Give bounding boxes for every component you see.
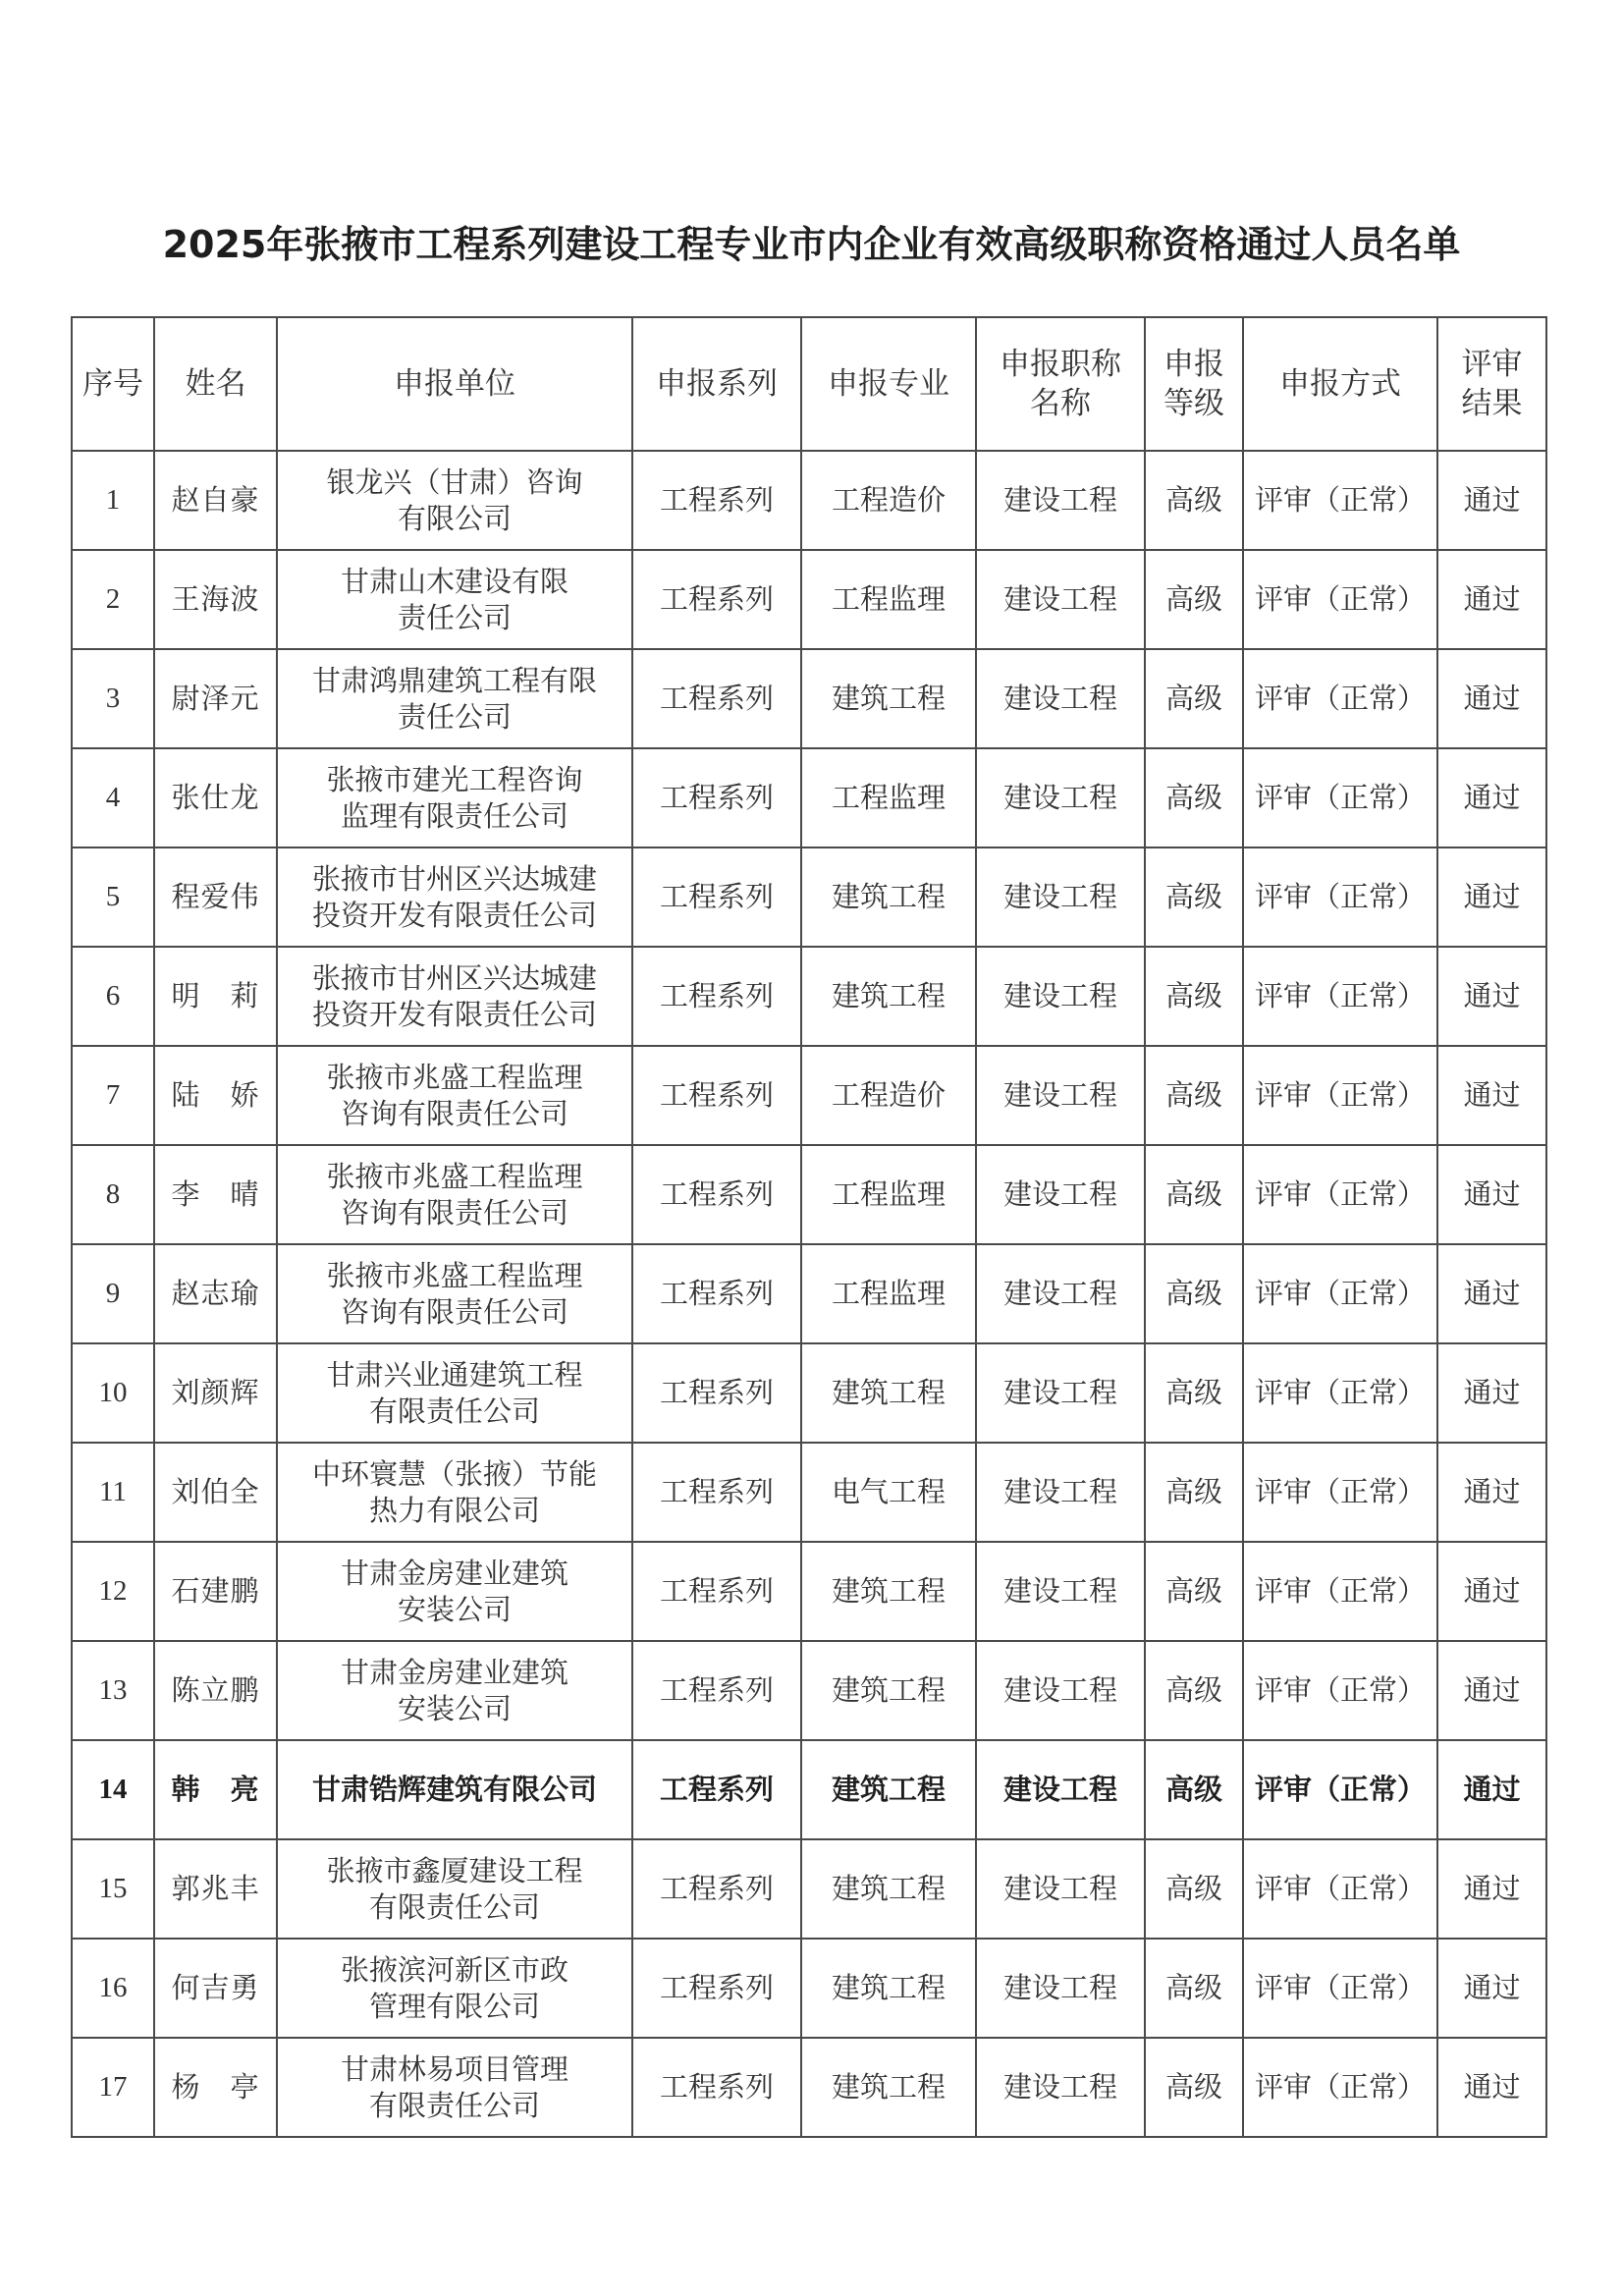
cell-title-name: 建设工程	[976, 947, 1145, 1046]
cell-seq: 17	[72, 2038, 154, 2137]
header-title-name-line: 名称	[1030, 386, 1091, 421]
table-row	[72, 451, 1546, 550]
header-title-name-line: 申报职称	[1000, 347, 1121, 382]
cell-seq: 15	[72, 1839, 154, 1939]
cell-level: 高级	[1145, 947, 1243, 1046]
unit-line: 甘肃林易项目管理	[340, 2051, 568, 2086]
cell-unit	[277, 1343, 632, 1443]
table-row	[72, 1343, 1546, 1443]
unit-line: 张掖滨河新区市政	[340, 1952, 568, 1987]
cell-level: 高级	[1145, 1145, 1243, 1244]
unit-line: 投资开发有限责任公司	[311, 997, 597, 1031]
unit-line: 甘肃鸿鼎建筑工程有限	[311, 663, 597, 697]
table-body	[72, 451, 1546, 2137]
header-major: 申报专业	[801, 317, 976, 451]
cell-result: 通过	[1437, 847, 1546, 947]
cell-method: 评审（正常）	[1243, 1740, 1437, 1839]
cell-series: 工程系列	[632, 748, 801, 847]
cell-method: 评审（正常）	[1243, 1542, 1437, 1641]
cell-seq: 3	[72, 649, 154, 748]
unit-line: 张掖市甘州区兴达城建	[311, 960, 597, 995]
cell-result: 通过	[1437, 649, 1546, 748]
unit-line: 安装公司	[397, 1592, 512, 1626]
cell-unit	[277, 1046, 632, 1145]
cell-method: 评审（正常）	[1243, 2038, 1437, 2137]
table-row	[72, 947, 1546, 1046]
cell-result: 通过	[1437, 1046, 1546, 1145]
cell-series: 工程系列	[632, 1542, 801, 1641]
cell-result: 通过	[1437, 947, 1546, 1046]
cell-title-name: 建设工程	[976, 1244, 1145, 1343]
table-header-row	[72, 317, 1546, 451]
table-row	[72, 1443, 1546, 1542]
unit-line: 管理有限公司	[368, 1989, 540, 2023]
cell-seq: 9	[72, 1244, 154, 1343]
unit-line: 咨询有限责任公司	[340, 1096, 568, 1130]
cell-seq: 13	[72, 1641, 154, 1740]
unit-line: 有限责任公司	[368, 1889, 540, 1924]
cell-series: 工程系列	[632, 1641, 801, 1740]
cell-method: 评审（正常）	[1243, 947, 1437, 1046]
cell-name: 韩 亮	[154, 1740, 277, 1839]
table-row	[72, 550, 1546, 649]
cell-level: 高级	[1145, 1046, 1243, 1145]
table-row	[72, 1939, 1546, 2038]
cell-name: 刘颜辉	[154, 1343, 277, 1443]
cell-method: 评审（正常）	[1243, 1244, 1437, 1343]
cell-title-name: 建设工程	[976, 748, 1145, 847]
cell-series: 工程系列	[632, 1443, 801, 1542]
cell-major: 建筑工程	[801, 2038, 976, 2137]
cell-seq: 12	[72, 1542, 154, 1641]
cell-method: 评审（正常）	[1243, 451, 1437, 550]
cell-seq: 7	[72, 1046, 154, 1145]
unit-line: 甘肃金房建业建筑	[340, 1655, 568, 1689]
cell-unit	[277, 1244, 632, 1343]
cell-major: 工程造价	[801, 1046, 976, 1145]
unit-line: 张掖市兆盛工程监理	[326, 1159, 583, 1193]
header-result	[1437, 317, 1546, 451]
cell-method: 评审（正常）	[1243, 1641, 1437, 1740]
cell-unit	[277, 1443, 632, 1542]
cell-level: 高级	[1145, 1839, 1243, 1939]
cell-level: 高级	[1145, 1244, 1243, 1343]
cell-method: 评审（正常）	[1243, 550, 1437, 649]
cell-unit	[277, 2038, 632, 2137]
unit-line: 咨询有限责任公司	[340, 1195, 568, 1230]
cell-unit	[277, 1939, 632, 2038]
cell-unit	[277, 1542, 632, 1641]
cell-level: 高级	[1145, 748, 1243, 847]
cell-seq: 11	[72, 1443, 154, 1542]
cell-result: 通过	[1437, 1542, 1546, 1641]
roster-table	[71, 316, 1547, 2138]
cell-level: 高级	[1145, 1740, 1243, 1839]
header-method: 申报方式	[1243, 317, 1437, 451]
header-level	[1145, 317, 1243, 451]
unit-line: 张掖市鑫厦建设工程	[326, 1853, 583, 1887]
cell-major: 建筑工程	[801, 1740, 976, 1839]
cell-method: 评审（正常）	[1243, 748, 1437, 847]
table-row	[72, 1641, 1546, 1740]
unit-line: 银龙兴（甘肃）咨询	[326, 465, 583, 499]
cell-level: 高级	[1145, 2038, 1243, 2137]
cell-name: 陈立鹏	[154, 1641, 277, 1740]
cell-name: 王海波	[154, 550, 277, 649]
cell-name: 杨 亭	[154, 2038, 277, 2137]
unit-line: 甘肃锆辉建筑有限公司	[311, 1773, 597, 1806]
cell-major: 建筑工程	[801, 847, 976, 947]
header-name: 姓名	[154, 317, 277, 451]
cell-title-name: 建设工程	[976, 2038, 1145, 2137]
table-row	[72, 1145, 1546, 1244]
cell-result: 通过	[1437, 550, 1546, 649]
document-title: 2025年张掖市工程系列建设工程专业市内企业有效高级职称资格通过人员名单	[162, 223, 1461, 266]
table-row	[72, 1839, 1546, 1939]
unit-line: 咨询有限责任公司	[340, 1294, 568, 1329]
header-title-name	[976, 317, 1145, 451]
unit-line: 张掖市甘州区兴达城建	[311, 861, 597, 896]
cell-unit	[277, 1641, 632, 1740]
cell-series: 工程系列	[632, 1939, 801, 2038]
cell-level: 高级	[1145, 649, 1243, 748]
table-row	[72, 1542, 1546, 1641]
cell-method: 评审（正常）	[1243, 847, 1437, 947]
cell-method: 评审（正常）	[1243, 1343, 1437, 1443]
cell-seq: 2	[72, 550, 154, 649]
cell-series: 工程系列	[632, 847, 801, 947]
cell-title-name: 建设工程	[976, 1939, 1145, 2038]
cell-major: 建筑工程	[801, 947, 976, 1046]
table-row	[72, 1046, 1546, 1145]
cell-unit	[277, 1145, 632, 1244]
cell-seq: 14	[72, 1740, 154, 1839]
cell-seq: 1	[72, 451, 154, 550]
cell-name: 陆 娇	[154, 1046, 277, 1145]
cell-method: 评审（正常）	[1243, 1443, 1437, 1542]
cell-level: 高级	[1145, 451, 1243, 550]
cell-seq: 16	[72, 1939, 154, 2038]
table-row	[72, 1740, 1546, 1839]
cell-title-name: 建设工程	[976, 1839, 1145, 1939]
cell-result: 通过	[1437, 1443, 1546, 1542]
unit-line: 有限责任公司	[368, 2088, 540, 2122]
cell-series: 工程系列	[632, 451, 801, 550]
header-unit: 申报单位	[277, 317, 632, 451]
cell-result: 通过	[1437, 1343, 1546, 1443]
header-series: 申报系列	[632, 317, 801, 451]
unit-line: 张掖市兆盛工程监理	[326, 1258, 583, 1292]
cell-result: 通过	[1437, 1641, 1546, 1740]
cell-title-name: 建设工程	[976, 1443, 1145, 1542]
cell-unit	[277, 1839, 632, 1939]
cell-title-name: 建设工程	[976, 1542, 1145, 1641]
cell-major: 工程监理	[801, 1145, 976, 1244]
cell-name: 程爱伟	[154, 847, 277, 947]
cell-unit	[277, 649, 632, 748]
cell-title-name: 建设工程	[976, 1046, 1145, 1145]
unit-line: 张掖市兆盛工程监理	[326, 1060, 583, 1094]
cell-name: 张仕龙	[154, 748, 277, 847]
unit-line: 甘肃兴业通建筑工程	[326, 1357, 583, 1392]
cell-result: 通过	[1437, 748, 1546, 847]
cell-series: 工程系列	[632, 1740, 801, 1839]
cell-major: 电气工程	[801, 1443, 976, 1542]
unit-line: 有限责任公司	[368, 1394, 540, 1428]
cell-title-name: 建设工程	[976, 1740, 1145, 1839]
cell-major: 建筑工程	[801, 1343, 976, 1443]
cell-major: 工程监理	[801, 550, 976, 649]
unit-line: 安装公司	[397, 1691, 512, 1725]
cell-title-name: 建设工程	[976, 649, 1145, 748]
cell-series: 工程系列	[632, 2038, 801, 2137]
cell-title-name: 建设工程	[976, 1145, 1145, 1244]
cell-result: 通过	[1437, 1839, 1546, 1939]
cell-series: 工程系列	[632, 1343, 801, 1443]
unit-line: 甘肃山木建设有限	[340, 564, 568, 598]
cell-title-name: 建设工程	[976, 451, 1145, 550]
cell-method: 评审（正常）	[1243, 1145, 1437, 1244]
table-row	[72, 847, 1546, 947]
cell-major: 建筑工程	[801, 1839, 976, 1939]
cell-name: 刘伯全	[154, 1443, 277, 1542]
cell-series: 工程系列	[632, 1839, 801, 1939]
unit-line: 有限公司	[397, 501, 512, 535]
cell-series: 工程系列	[632, 1046, 801, 1145]
cell-series: 工程系列	[632, 550, 801, 649]
cell-unit	[277, 947, 632, 1046]
cell-seq: 10	[72, 1343, 154, 1443]
cell-result: 通过	[1437, 1145, 1546, 1244]
cell-name: 赵志瑜	[154, 1244, 277, 1343]
header-result-line: 评审	[1461, 347, 1523, 382]
header-result-line: 结果	[1461, 386, 1523, 421]
cell-seq: 6	[72, 947, 154, 1046]
cell-level: 高级	[1145, 1343, 1243, 1443]
header-seq: 序号	[72, 317, 154, 451]
table-row	[72, 649, 1546, 748]
unit-line: 甘肃金房建业建筑	[340, 1556, 568, 1590]
header-level-line: 等级	[1163, 386, 1224, 421]
cell-level: 高级	[1145, 1641, 1243, 1740]
cell-title-name: 建设工程	[976, 1641, 1145, 1740]
cell-unit	[277, 550, 632, 649]
unit-line: 热力有限公司	[368, 1493, 540, 1527]
cell-method: 评审（正常）	[1243, 649, 1437, 748]
cell-major: 建筑工程	[801, 649, 976, 748]
cell-result: 通过	[1437, 1939, 1546, 2038]
cell-major: 建筑工程	[801, 1641, 976, 1740]
cell-seq: 5	[72, 847, 154, 947]
unit-line: 投资开发有限责任公司	[311, 898, 597, 932]
cell-seq: 4	[72, 748, 154, 847]
header-level-line: 申报	[1163, 347, 1224, 382]
unit-line: 责任公司	[397, 699, 512, 734]
cell-name: 李 晴	[154, 1145, 277, 1244]
cell-seq: 8	[72, 1145, 154, 1244]
table-row	[72, 1244, 1546, 1343]
cell-name: 郭兆丰	[154, 1839, 277, 1939]
cell-name: 明 莉	[154, 947, 277, 1046]
cell-method: 评审（正常）	[1243, 1939, 1437, 2038]
cell-method: 评审（正常）	[1243, 1046, 1437, 1145]
table-row	[72, 748, 1546, 847]
cell-series: 工程系列	[632, 947, 801, 1046]
cell-level: 高级	[1145, 847, 1243, 947]
cell-method: 评审（正常）	[1243, 1839, 1437, 1939]
cell-major: 工程监理	[801, 1244, 976, 1343]
cell-level: 高级	[1145, 1443, 1243, 1542]
unit-line: 张掖市建光工程咨询	[326, 762, 583, 796]
unit-line: 中环寰慧（张掖）节能	[311, 1456, 597, 1491]
cell-unit	[277, 847, 632, 947]
cell-result: 通过	[1437, 2038, 1546, 2137]
cell-level: 高级	[1145, 550, 1243, 649]
cell-name: 尉泽元	[154, 649, 277, 748]
cell-name: 何吉勇	[154, 1939, 277, 2038]
cell-major: 工程监理	[801, 748, 976, 847]
cell-unit	[277, 451, 632, 550]
cell-result: 通过	[1437, 1740, 1546, 1839]
cell-major: 建筑工程	[801, 1939, 976, 2038]
cell-unit	[277, 748, 632, 847]
cell-level: 高级	[1145, 1939, 1243, 2038]
cell-major: 工程造价	[801, 451, 976, 550]
cell-level: 高级	[1145, 1542, 1243, 1641]
cell-unit	[277, 1740, 632, 1839]
cell-series: 工程系列	[632, 1145, 801, 1244]
cell-title-name: 建设工程	[976, 1343, 1145, 1443]
cell-series: 工程系列	[632, 649, 801, 748]
unit-line: 监理有限责任公司	[340, 798, 568, 833]
cell-title-name: 建设工程	[976, 847, 1145, 947]
cell-major: 建筑工程	[801, 1542, 976, 1641]
cell-series: 工程系列	[632, 1244, 801, 1343]
cell-result: 通过	[1437, 451, 1546, 550]
cell-name: 赵自豪	[154, 451, 277, 550]
cell-name: 石建鹏	[154, 1542, 277, 1641]
unit-line: 责任公司	[397, 600, 512, 634]
cell-result: 通过	[1437, 1244, 1546, 1343]
table-row	[72, 2038, 1546, 2137]
cell-title-name: 建设工程	[976, 550, 1145, 649]
